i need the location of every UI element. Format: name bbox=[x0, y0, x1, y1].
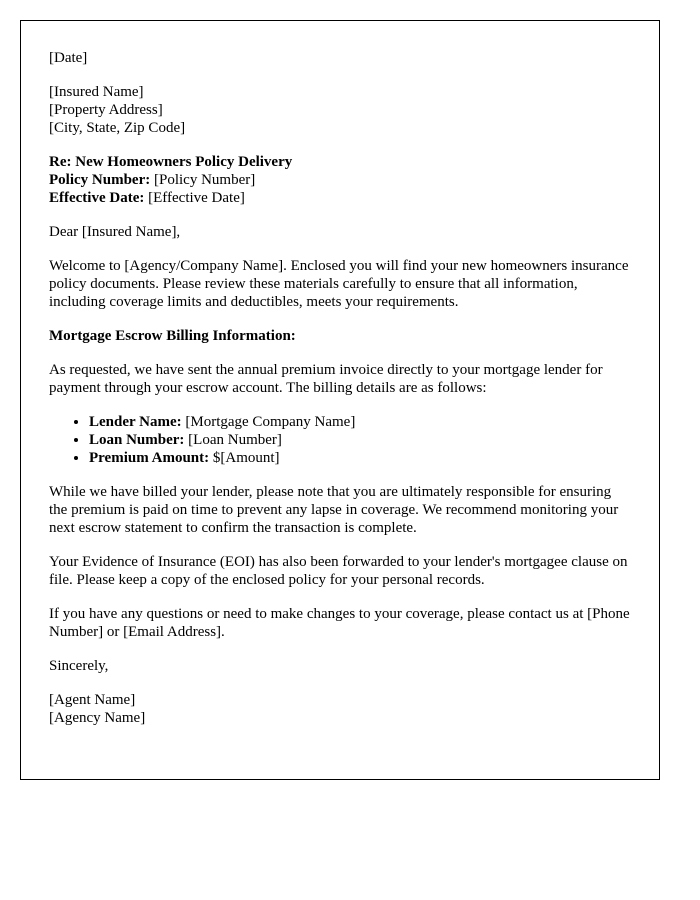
loan-number-value: [Loan Number] bbox=[184, 432, 282, 448]
reference-block bbox=[49, 153, 631, 207]
lender-name-label: Lender Name: bbox=[89, 414, 182, 430]
policy-number-line bbox=[49, 171, 631, 189]
section-heading: Mortgage Escrow Billing Information: bbox=[49, 328, 296, 344]
recipient-name: [Insured Name] bbox=[49, 84, 144, 100]
recipient-city-state-zip: [City, State, Zip Code] bbox=[49, 120, 186, 136]
recipient-address bbox=[49, 83, 631, 137]
billing-detail-item bbox=[89, 413, 631, 431]
loan-number-label: Loan Number: bbox=[89, 432, 185, 448]
eoi-paragraph: Your Evidence of Insurance (EOI) has also been forwarded to your lender's mortgagee clause on file. Please keep a copy of the enclosed policy for your personal records. bbox=[49, 554, 628, 588]
agent-name: [Agent Name] bbox=[49, 692, 136, 708]
premium-amount-label: Premium Amount: bbox=[89, 450, 210, 466]
policy-number-label: Policy Number: bbox=[49, 172, 151, 188]
re-line: Re: New Homeowners Policy Delivery bbox=[49, 154, 293, 170]
effective-date-value: [Effective Date] bbox=[144, 190, 245, 206]
salutation: Dear [Insured Name], bbox=[49, 224, 181, 240]
effective-date-label: Effective Date: bbox=[49, 190, 145, 206]
responsibility-paragraph: While we have billed your lender, please note that you are ultimately responsible for ensuring the premium is paid on time to prevent any lapse in coverage. We recommend monitoring your next escrow statement to confirm the transaction is complete. bbox=[49, 484, 619, 536]
closing: Sincerely, bbox=[49, 658, 109, 674]
letter-page bbox=[20, 20, 660, 780]
letter-date: [Date] bbox=[49, 50, 88, 66]
billing-detail-item bbox=[89, 431, 631, 449]
escrow-paragraph: As requested, we have sent the annual premium invoice directly to your mortgage lender for payment through your escrow account. The billing details are as follows: bbox=[49, 362, 603, 396]
billing-details-list bbox=[49, 413, 631, 467]
contact-paragraph: If you have any questions or need to make changes to your coverage, please contact us at [Phone Number] or [Email Address]. bbox=[49, 606, 630, 640]
intro-paragraph: Welcome to [Agency/Company Name]. Enclosed you will find your new homeowners insurance policy documents. Please review these materials carefully to ensure that all information, including coverage limits and deductibles, meets your requirements. bbox=[49, 258, 629, 310]
lender-name-value: [Mortgage Company Name] bbox=[181, 414, 356, 430]
recipient-property-address: [Property Address] bbox=[49, 102, 163, 118]
signature-block bbox=[49, 691, 631, 727]
premium-amount-value: $[Amount] bbox=[209, 450, 280, 466]
agency-name: [Agency Name] bbox=[49, 710, 146, 726]
billing-detail-item bbox=[89, 449, 631, 467]
policy-number-value: [Policy Number] bbox=[150, 172, 256, 188]
effective-date-line bbox=[49, 189, 631, 207]
